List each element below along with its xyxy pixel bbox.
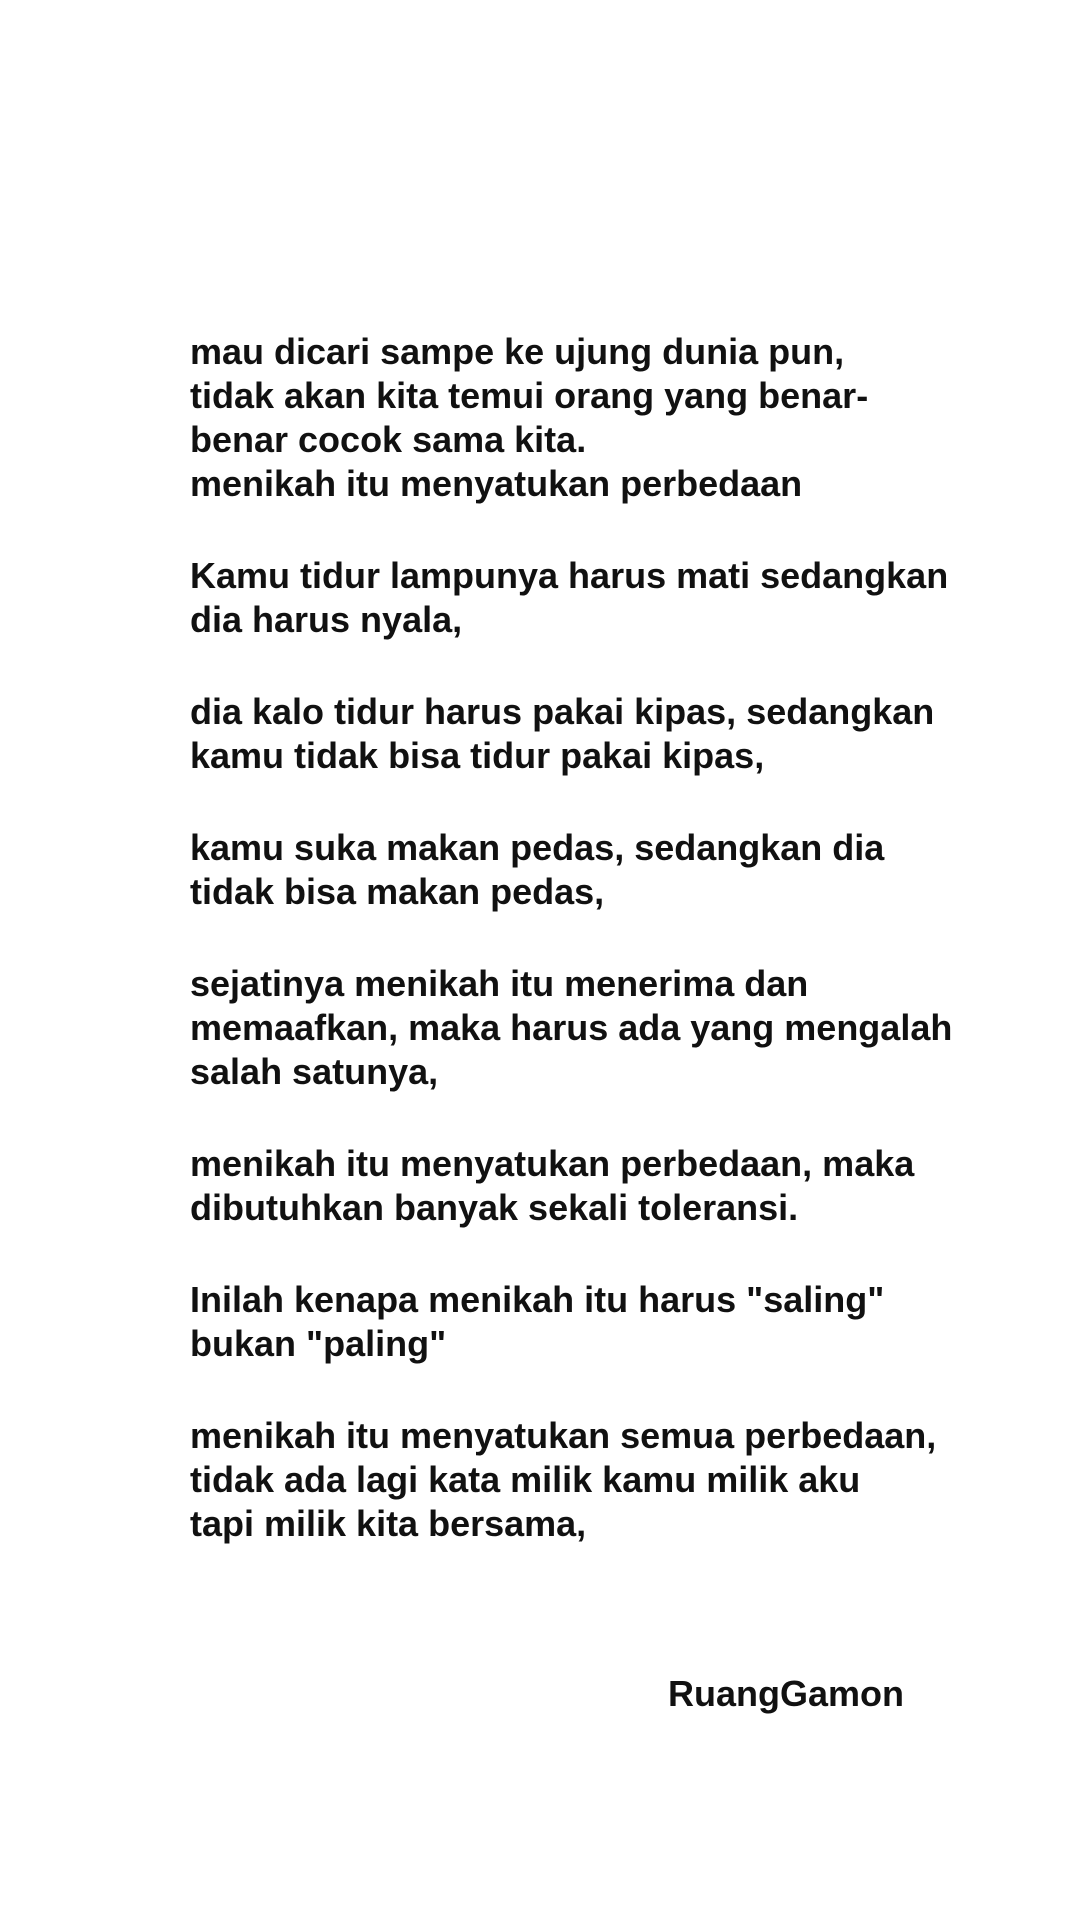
poem-line: dia harus nyala, <box>190 599 463 640</box>
poem-line: kamu tidak bisa tidur pakai kipas, <box>190 735 765 776</box>
poem-body <box>190 330 1010 1594</box>
stanza-6 <box>190 1142 1010 1230</box>
poem-line: Inilah kenapa menikah itu harus "saling" <box>190 1279 885 1320</box>
stanza-5 <box>190 962 1010 1094</box>
poem-line: menikah itu menyatukan perbedaan <box>190 463 803 504</box>
poem-line: salah satunya, <box>190 1051 439 1092</box>
author-signature: RuangGamon <box>668 1673 905 1714</box>
poem-line: kamu suka makan pedas, sedangkan dia <box>190 827 885 868</box>
stanza-7 <box>190 1278 1010 1366</box>
poem-line: bukan "paling" <box>190 1323 447 1364</box>
poem-line: memaafkan, maka harus ada yang mengalah <box>190 1007 953 1048</box>
poem-line: sejatinya menikah itu menerima dan <box>190 963 809 1004</box>
stanza-8 <box>190 1414 1010 1546</box>
poem-line: dia kalo tidur harus pakai kipas, sedangkan <box>190 691 935 732</box>
poem-line: menikah itu menyatukan perbedaan, maka <box>190 1143 915 1184</box>
stanza-4 <box>190 826 1010 914</box>
poem-line: mau dicari sampe ke ujung dunia pun, <box>190 331 845 372</box>
stanza-2 <box>190 554 1010 642</box>
poem-line: tapi milik kita bersama, <box>190 1503 587 1544</box>
poem-line: benar cocok sama kita. <box>190 419 587 460</box>
poem-line: tidak ada lagi kata milik kamu milik aku <box>190 1459 861 1500</box>
stanza-1 <box>190 330 1010 506</box>
poem-line: dibutuhkan banyak sekali toleransi. <box>190 1187 799 1228</box>
poem-line: Kamu tidur lampunya harus mati sedangkan <box>190 555 949 596</box>
poem-line: menikah itu menyatukan semua perbedaan, <box>190 1415 937 1456</box>
poem-line: tidak bisa makan pedas, <box>190 871 605 912</box>
stanza-3 <box>190 690 1010 778</box>
poem-line: tidak akan kita temui orang yang benar- <box>190 375 869 416</box>
